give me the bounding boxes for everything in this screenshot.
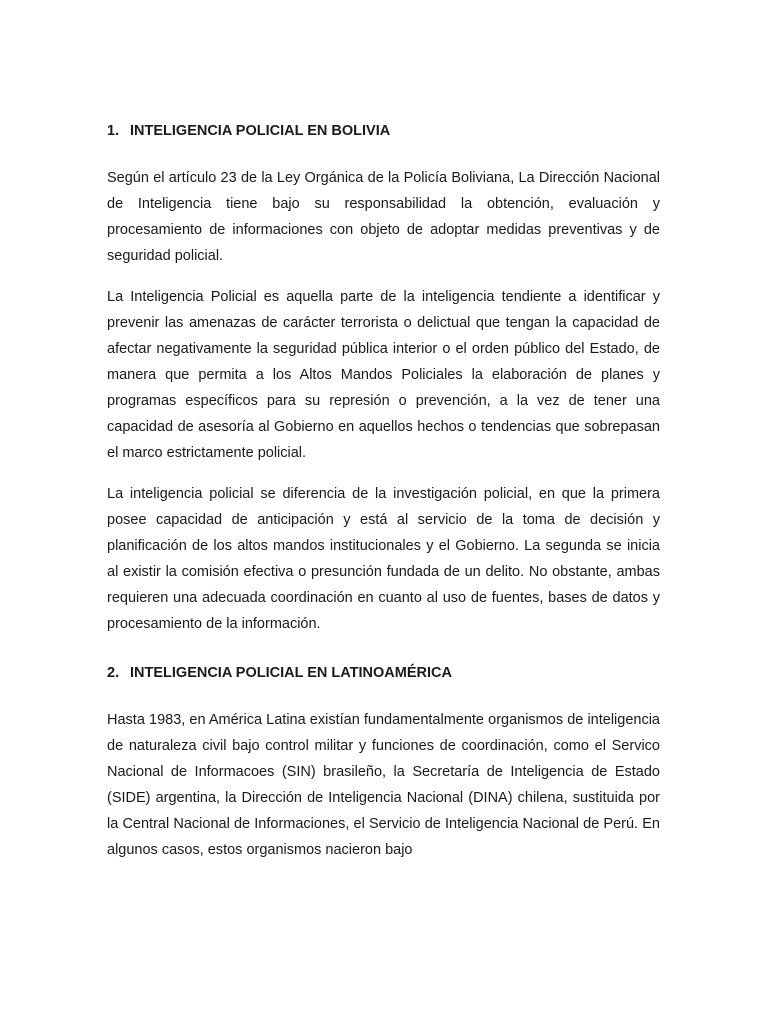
section-title: INTELIGENCIA POLICIAL EN LATINOAMÉRICA [130,665,452,681]
paragraph: La Inteligencia Policial es aquella parte de la inteligencia tendiente a identificar y prevenir las amenazas de carácter terrorista o delictual que tengan la capacidad de afectar negativamente la seguridad pública interior o el orden público del Estado, de manera que permita a los Altos Mandos Policiales la elaboración de planes y programas específicos para su represión o prevención, a la vez de tener una capacidad de asesoría al Gobierno en aquellos hechos o tendencias que sobrepasan el marco estrictamente policial. [107,289,660,461]
paragraph: Hasta 1983, en América Latina existían fundamentalmente organismos de inteligencia de naturaleza civil bajo control militar y funciones de coordinación, como el Servico Nacional de Informacoes (SIN) brasileño, la Secretaría de Inteligencia de Estado (SIDE) argentina, la Dirección de Inteligencia Nacional (DINA) chilena, sustituida por la Central Nacional de Informaciones, el Servicio de Inteligencia Nacional de Perú. En algunos casos, estos organismos nacieron bajo [107,712,660,858]
paragraph: Según el artículo 23 de la Ley Orgánica de la Policía Boliviana, La Dirección Nacional de Inteligencia tiene bajo su responsabilidad la obtención, evaluación y procesamiento de informaciones con objeto de adoptar medidas preventivas y de seguridad policial. [107,170,660,264]
section-heading-2 [107,660,660,686]
paragraph: La inteligencia policial se diferencia de la investigación policial, en que la primera posee capacidad de anticipación y está al servicio de la toma de decisión y planificación de los altos mandos institucionales y el Gobierno. La segunda se inicia al existir la comisión efectiva o presunción fundada de un delito. No obstante, ambas requieren una adecuada coordinación en cuanto al uso de fuentes, bases de datos y procesamiento de la información. [107,486,660,632]
section-number: 2. [107,665,120,681]
section-number: 1. [107,123,120,139]
section-heading-1 [107,118,660,144]
document-page [107,118,660,863]
section-title: INTELIGENCIA POLICIAL EN BOLIVIA [130,123,391,139]
